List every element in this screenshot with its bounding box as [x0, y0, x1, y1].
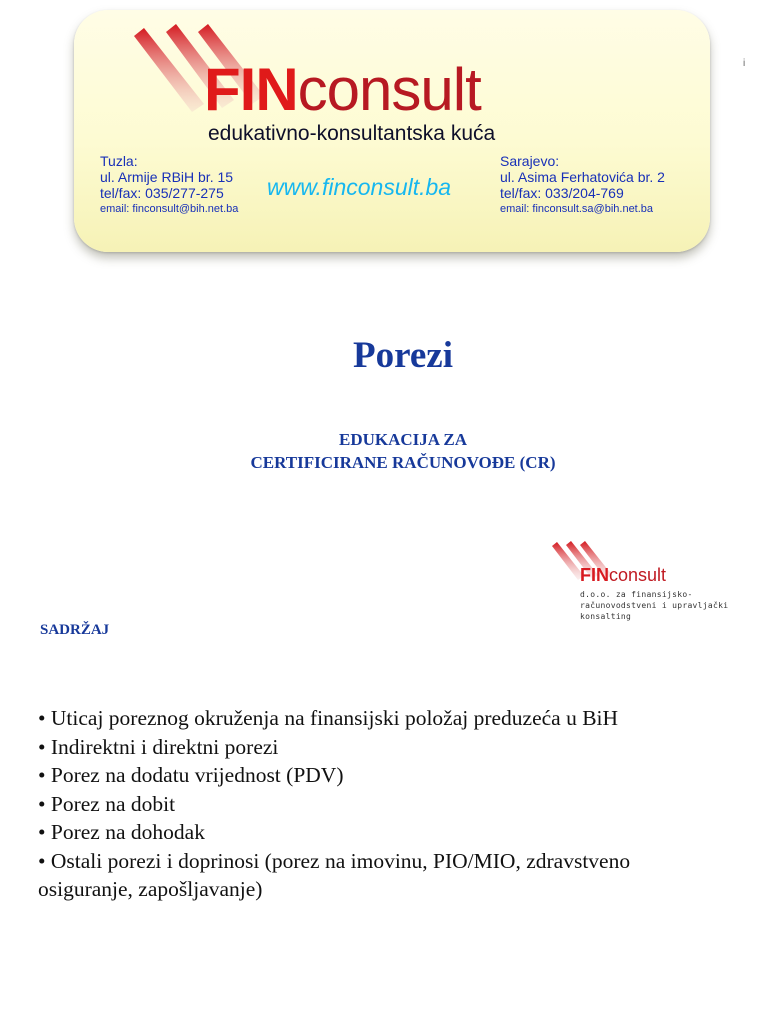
office-sarajevo: [500, 153, 665, 217]
office-city: Sarajevo:: [500, 153, 560, 169]
brand-consult: consult: [297, 56, 481, 123]
office-email: email: finconsult@bih.net.ba: [100, 203, 239, 215]
list-item: • Ostali porezi i doprinosi (porez na imovinu, PIO/MIO, zdravstveno osiguranje, zapošljavanje): [38, 848, 631, 901]
office-city: Tuzla:: [100, 153, 138, 169]
office-phone: tel/fax: 035/277-275: [100, 185, 224, 201]
small-logo-tagline: d.o.o. za finansijsko-računovodstveni i upravljački konsalting: [580, 590, 729, 621]
page-title: Porezi: [353, 335, 453, 376]
small-company-logo: [552, 540, 757, 621]
contents-list: [38, 704, 728, 904]
corner-mark: i: [743, 58, 746, 69]
list-item: • Uticaj poreznog okruženja na finansijski položaj preduzeća u BiH: [38, 706, 619, 730]
office-phone: tel/fax: 033/204-769: [500, 185, 624, 201]
subtitle-line-2: CERTIFICIRANE RAČUNOVOĐE (CR): [250, 453, 556, 472]
office-address: ul. Asima Ferhatovića br. 2: [500, 169, 665, 185]
small-logo-text: [580, 565, 666, 586]
office-address: ul. Armije RBiH br. 15: [100, 169, 234, 185]
contents-heading: SADRŽAJ: [40, 622, 110, 638]
subtitle-line-1: EDUKACIJA ZA: [339, 430, 467, 449]
office-tuzla: [100, 153, 238, 217]
list-item: • Indirektni i direktni porezi: [38, 734, 279, 759]
brand-logo-text: [204, 56, 481, 123]
small-logo-fin: FIN: [580, 565, 609, 585]
office-email: email: finconsult.sa@bih.net.ba: [500, 203, 654, 215]
brand-tagline: edukativno-konsultantska kuća: [208, 122, 496, 145]
brand-fin: FIN: [204, 56, 298, 123]
list-item: • Porez na dohodak: [38, 820, 205, 844]
small-logo-consult: consult: [609, 565, 667, 585]
list-item: • Porez na dodatu vrijednost (PDV): [38, 763, 344, 787]
page-subtitle: [0, 428, 768, 474]
website-link[interactable]: www.finconsult.ba: [267, 174, 452, 200]
company-banner: [74, 10, 710, 252]
list-item: • Porez na dobit: [38, 791, 176, 816]
